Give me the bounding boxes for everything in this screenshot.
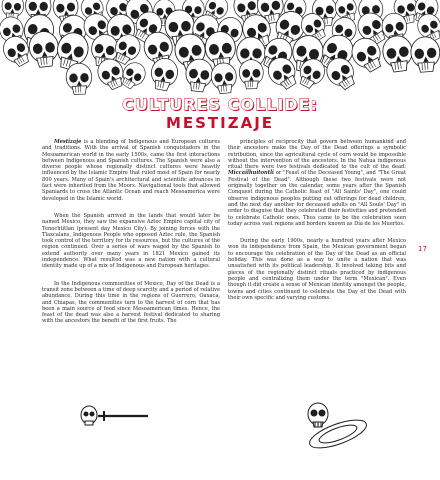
right-column	[228, 139, 406, 307]
page-number: 17	[418, 245, 427, 253]
skull-pile-illustration	[0, 0, 440, 96]
paragraph: When the Spanish arrived in the lands that would later be named Mexico, they saw the expansive Aztec Empire capital city of Tenochtitlan (present day Mexico City). By joining forces with the Tlaxcalans, Indigenous People who opposed Aztec rule, the Spanish took control of the territory for its resources, but the cultures of the region continued. Over a series of wars waged by the Spanish to extend authority over many years in 1821 Mexico gained its independence. What resulted was a new nation with a cultural identity made up of a mix of Indigenous and European heritages.	[42, 212, 220, 270]
paragraph: principles of reciprocity that govern between humankind and their ancestors make the Day of the Dead offerings a symbolic retribution, since the agricultural cycle of corn would be impossible without the intervention of the ancestors. In the Nahua indigenous ritual there were two festivals dedicated to the cult of the dead: Miccailhuitontli or "Feast of the Deceased Young", and "The Great Festival of the Dead". Although these two festivals were not originally together on the calendar, some years after the Spanish Conquest during the Catholic feast of "All Saints' Day", one could observe indigenous peoples putting out offerings for dead children, and the next day another for deceased adults on "All Souls' Day" in order to disguise that they celebrated their festivities and pretended to celebrate Catholic ones. Thus came to be the celebration seen today across vast regions and borders known as Día de los Muertos.	[228, 139, 406, 227]
paragraph: In the Indigenous communities of Mexico, Day of the Dead is a transit zone between a time of deep scarcity and a period of relative abundance. During this time in the regions of Guerrero, Oaxaca, and Chiapas, the communities turn to the harvest of corn that has been a main source of food since Mesoamerican times. Hence, the feast of the dead was also a harvest festival dedicated to sharing with the ancestors the benefit of the first fruits. The	[42, 280, 220, 325]
emphasis: Miccailhuitontli	[228, 170, 274, 177]
emphasis: Mestizaje	[54, 139, 82, 145]
page-subtitle: MESTIZAJE	[165, 114, 275, 132]
paragraph: Mestizaje is a blending of Indigenous and European cultures and traditions. With the arrival of Spanish conquistadors in the Mesoamerican world in the early 1500s, came the first interactions between Indigenous and Spanish cultures. The Spanish were also a diverse people whose regionally distinct cultures were heavily influenced by the Islamic Empire that ruled most of Spain for nearly 800 years. Many of Spain's architectural and scientific advances in fact were inherited from the Moors. Navigational tools that allowed Spaniards to cross the Atlantic Ocean and reach Mesoamerica were developed in the Islamic world.	[42, 139, 220, 202]
left-column	[42, 139, 220, 331]
section-heading	[0, 96, 440, 132]
skull-sombrero-illustration	[300, 398, 370, 454]
skull-dagger-illustration	[80, 402, 150, 442]
paragraph: During the early 1900s, nearly a hundred years after Mexico won its independence from Spain, the Mexican government began to encourage the celebration of the Day of the Dead as an official holiday. This was done as a way to unite a nation that was unsatisfied with its political leadership. It involved taking bits and pieces of the regionally distinct rituals practiced by indigenous people and centralizing them under the term "Mexican". Even though it did create a sense of Mexican identity amongst the people, towns and cities continued to celebrate the Day of the Dead with their own specific and varying customs.	[228, 238, 406, 301]
page-title: CULTURES COLLIDE:	[122, 95, 318, 114]
